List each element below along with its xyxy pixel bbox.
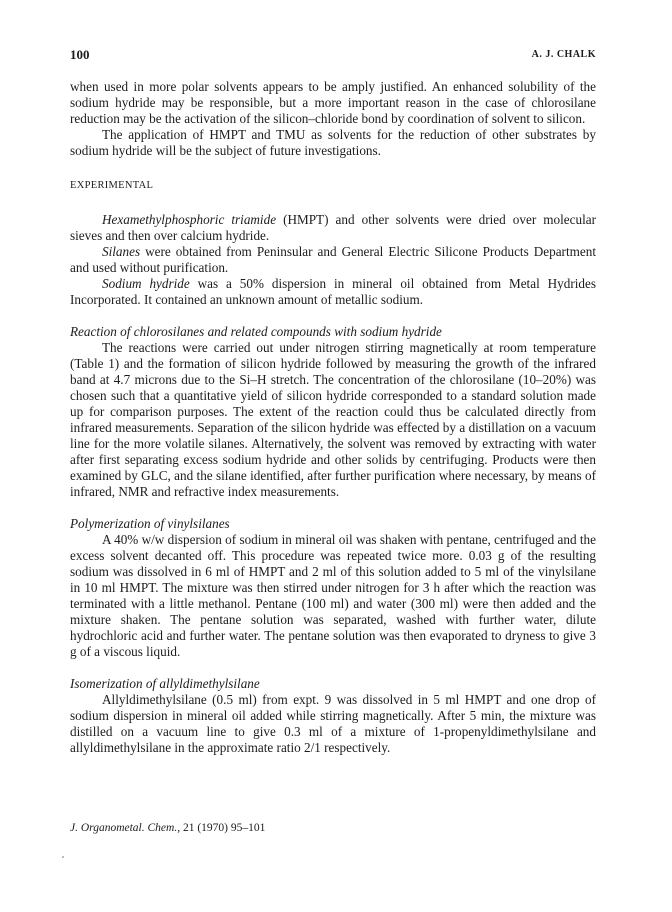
silanes-term: Silanes [102,244,141,259]
polymerization-paragraph: A 40% w/w dispersion of sodium in mineral oil was shaken with pentane, centrifuged and the excess solvent decanted off. This procedure was repeated twice more. 0.03 g of the resulting sodium was dissolved in 6 ml of HMPT and 2 ml of this solution added to 5 ml of the vinylsilane in 10 ml HMPT. The mixture was then stirred under nitrogen for 3 h after which the reaction was terminated with a little methanol. Pentane (100 ml) and water (300 ml) were then added and the mixture shaken. The pentane solution was separated, washed with further water, dilute hydrochloric acid and further water. The pentane solution was then evaporated to dryness to give 3 g of a viscous liquid. [70,532,596,659]
running-head-author: A. J. CHALK [531,49,596,60]
reaction-paragraph: The reactions were carried out under nitrogen stirring magnetically at room temperature (Table 1) and the formation of silicon hydride followed by measuring the growth of the infrared band at 4.7 microns due to the Si–H stretch. The concentration of the chlorosilane (10–20%) was chosen such that a quantitative yield of silicon hydride corresponded to a standard solution made up for comparison purposes. The extent of the reaction could thus be calculated directly from infrared measurements. Separation of the silicon hydride was effected by a distillation on a vacuum line for the more volatile silanes. Alternatively, the solvent was removed by extracting with water after first separating excess sodium hydride and other solids by centrifuging. Products were then examined by GLC, and the silane identified, after further purification where necessary, by means of infrared, NMR and refractive index measurements. [70,340,596,499]
hmpt-text: (HMPT) and other solvents were dried over molecular sieves and then over calcium hydride. [70,212,596,243]
sodium-hydride-text: was a 50% dispersion in mineral oil obtained from Metal Hydrides Incorporated. It contained an unknown amount of metallic sodium. [70,276,596,307]
scan-speck [62,856,64,858]
page-body [70,79,596,756]
isomerization-section-title: Isomerization of allyldimethylsilane [70,676,260,691]
intro-paragraph-2: The application of HMPT and TMU as solvents for the reduction of other substrates by sodium hydride will be the subject of future investigations. [70,127,596,158]
polymerization-section-title: Polymerization of vinylsilanes [70,516,230,531]
hmpt-term: Hexamethylphosphoric triamide [102,212,277,227]
sodium-hydride-term: Sodium hydride [102,276,190,291]
reaction-section-title: Reaction of chlorosilanes and related compounds with sodium hydride [70,324,442,339]
page-header [70,47,596,63]
intro-paragraph: when used in more polar solvents appears to be amply justified. An enhanced solubility of the sodium hydride may be responsible, but a more important reason in the case of chlorosilane reduction may be the activation of the silicon–chloride bond by coordination of solvent to silicon. [70,79,596,126]
silanes-paragraph [70,244,596,276]
page-number: 100 [70,47,90,62]
silanes-text: were obtained from Peninsular and General Electric Silicone Products Department and used without purification. [70,244,596,275]
page-footer [70,822,265,834]
experimental-heading: EXPERIMENTAL [70,180,154,191]
journal-name: J. Organometal. Chem., [70,822,181,834]
sodium-hydride-paragraph [70,276,596,308]
journal-citation: 21 (1970) 95–101 [180,822,266,834]
isomerization-paragraph: Allyldimethylsilane (0.5 ml) from expt. 9 was dissolved in 5 ml HMPT and one drop of sodium dispersion in mineral oil added while stirring magnetically. After 5 min, the mixture was distilled on a vacuum line to give 0.3 ml of a mixture of 1-propenyldimethylsilane and allyldimethylsilane in the approximate ratio 2/1 respectively. [70,692,596,755]
hmpt-paragraph [70,212,596,244]
